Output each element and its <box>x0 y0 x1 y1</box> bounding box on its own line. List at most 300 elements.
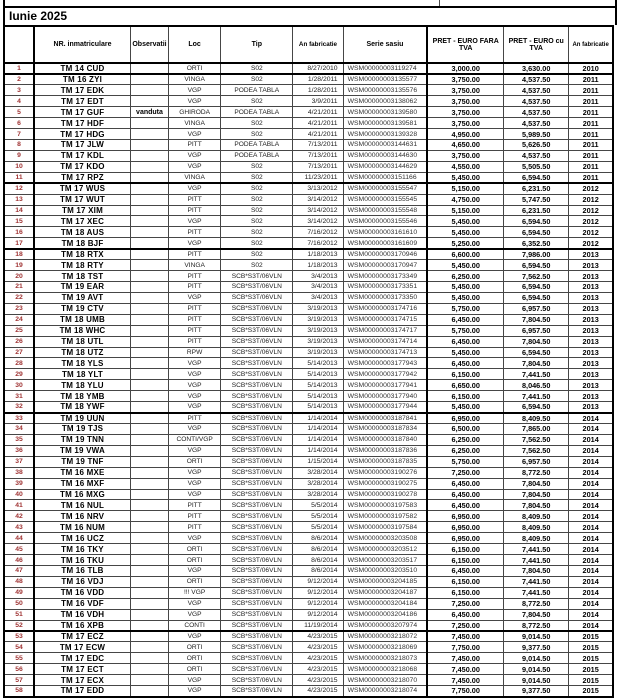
cell-rownum: 41 <box>4 500 34 511</box>
cell-serie: WSM00000003187841 <box>343 413 427 424</box>
cell-pret2: 7,441.50 <box>504 391 569 402</box>
cell-pret1: 5,450.00 <box>427 292 503 303</box>
cell-rownum: 12 <box>4 183 34 194</box>
cell-pret1: 5,750.00 <box>427 456 503 467</box>
cell-an: 2012 <box>569 238 613 249</box>
cell-loc: VGP <box>169 489 221 500</box>
cell-pret1: 7,750.00 <box>427 686 503 697</box>
cell-date: 4/23/2015 <box>293 653 343 664</box>
cell-an: 2013 <box>569 347 613 358</box>
cell-tip: SCB*S3T/06VLN <box>221 456 293 467</box>
cell-an: 2014 <box>569 587 613 598</box>
table-row <box>4 402 613 413</box>
cell-plate: TM 16 MXF <box>34 478 130 489</box>
cell-obs <box>130 598 168 609</box>
cell-serie: WSM00000003155547 <box>343 183 427 194</box>
cell-pret2: 5,626.50 <box>504 140 569 151</box>
cell-pret2: 7,865.00 <box>504 424 569 435</box>
cell-tip: SCB*S3T/06VLN <box>221 478 293 489</box>
cutoff-cell-divider <box>439 0 440 6</box>
cell-an: 2013 <box>569 260 613 271</box>
header-cell-pret2: PRET - EURO cu TVA <box>504 26 569 63</box>
cell-pret1: 5,750.00 <box>427 325 503 336</box>
cell-plate: TM 16 VDD <box>34 587 130 598</box>
cell-rownum: 26 <box>4 336 34 347</box>
cell-loc: VGP <box>169 96 221 107</box>
cell-rownum: 34 <box>4 424 34 435</box>
cell-pret2: 7,804.50 <box>504 565 569 576</box>
cell-plate: TM 19 EAR <box>34 282 130 293</box>
cell-pret2: 5,989.50 <box>504 129 569 140</box>
cell-an: 2014 <box>569 609 613 620</box>
cell-date: 5/14/2013 <box>293 402 343 413</box>
cell-date: 9/12/2014 <box>293 576 343 587</box>
cell-rownum: 7 <box>4 129 34 140</box>
cell-loc: VGP <box>169 391 221 402</box>
cell-serie: WSM00000003173349 <box>343 271 427 282</box>
cell-tip: SCB*S3T/06VLN <box>221 642 293 653</box>
cell-loc: VGP <box>169 445 221 456</box>
table-row <box>4 424 613 435</box>
cell-an: 2011 <box>569 129 613 140</box>
cell-an: 2013 <box>569 402 613 413</box>
cell-serie: WSM00000003190278 <box>343 489 427 500</box>
cell-date: 1/18/2013 <box>293 249 343 260</box>
cell-an: 2014 <box>569 565 613 576</box>
cell-pret2: 4,537.50 <box>504 85 569 96</box>
cell-rownum: 46 <box>4 555 34 566</box>
cell-obs <box>130 500 168 511</box>
cell-loc: VGP <box>169 183 221 194</box>
cell-tip: S02 <box>221 194 293 205</box>
table-row <box>4 391 613 402</box>
cell-date: 3/28/2014 <box>293 489 343 500</box>
cell-loc: VGP <box>169 675 221 686</box>
table-row <box>4 282 613 293</box>
cell-obs <box>130 631 168 642</box>
cell-serie: WSM00000003173350 <box>343 292 427 303</box>
cell-rownum: 43 <box>4 522 34 533</box>
cell-date: 3/19/2013 <box>293 325 343 336</box>
cell-plate: TM 17 KDL <box>34 150 130 161</box>
cell-serie: WSM00000003177943 <box>343 358 427 369</box>
cell-serie: WSM00000003155545 <box>343 194 427 205</box>
cell-rownum: 47 <box>4 565 34 576</box>
cell-pret1: 5,250.00 <box>427 238 503 249</box>
cell-an: 2014 <box>569 544 613 555</box>
cell-date: 7/13/2011 <box>293 140 343 151</box>
cell-date: 8/6/2014 <box>293 544 343 555</box>
cell-rownum: 3 <box>4 85 34 96</box>
cell-serie: WSM00000003173351 <box>343 282 427 293</box>
cell-an: 2014 <box>569 434 613 445</box>
table-row <box>4 565 613 576</box>
cell-loc: VINGA <box>169 118 221 129</box>
cell-tip: S02 <box>221 118 293 129</box>
cell-pret1: 6,250.00 <box>427 434 503 445</box>
table-row <box>4 369 613 380</box>
cell-tip: SCB*S3T/06VLN <box>221 380 293 391</box>
cell-pret1: 3,750.00 <box>427 96 503 107</box>
cell-tip: S02 <box>221 172 293 183</box>
cell-loc: PITT <box>169 227 221 238</box>
cell-loc: ORTI <box>169 642 221 653</box>
cell-an: 2012 <box>569 227 613 238</box>
cell-tip: SCB*S3T/06VLN <box>221 303 293 314</box>
cell-serie: WSM00000003218072 <box>343 631 427 642</box>
cell-tip: SCB*S3T/06VLN <box>221 533 293 544</box>
cell-date: 3/19/2013 <box>293 336 343 347</box>
cell-loc: VINGA <box>169 260 221 271</box>
cell-rownum: 4 <box>4 96 34 107</box>
table-row <box>4 522 613 533</box>
cell-pret1: 3,750.00 <box>427 150 503 161</box>
cell-pret2: 9,014.50 <box>504 675 569 686</box>
cell-rownum: 17 <box>4 238 34 249</box>
cell-pret2: 8,772.50 <box>504 598 569 609</box>
cell-date: 4/23/2015 <box>293 642 343 653</box>
cell-serie: WSM00000003161610 <box>343 227 427 238</box>
cell-plate: TM 18 RTY <box>34 260 130 271</box>
cell-date: 3/19/2013 <box>293 314 343 325</box>
cell-rownum: 35 <box>4 434 34 445</box>
cell-obs <box>130 565 168 576</box>
header-cell-obs: Observatii <box>130 26 168 63</box>
cell-an: 2011 <box>569 96 613 107</box>
header-cell-an: An fabricatie <box>569 26 613 63</box>
cell-pret2: 9,014.50 <box>504 653 569 664</box>
table-row <box>4 598 613 609</box>
cell-date: 9/12/2014 <box>293 587 343 598</box>
cell-obs <box>130 620 168 631</box>
cell-tip: SCB*S3T/06VLN <box>221 358 293 369</box>
cell-date: 5/5/2014 <box>293 500 343 511</box>
cell-date: 8/27/2010 <box>293 63 343 74</box>
cell-serie: WSM00000003119274 <box>343 63 427 74</box>
table-row <box>4 325 613 336</box>
cell-an: 2015 <box>569 686 613 697</box>
cell-loc: VINGA <box>169 172 221 183</box>
cell-serie: WSM00000003190276 <box>343 467 427 478</box>
cell-an: 2012 <box>569 194 613 205</box>
cell-tip: S02 <box>221 63 293 74</box>
cell-obs <box>130 576 168 587</box>
cell-serie: WSM00000003177944 <box>343 402 427 413</box>
cell-plate: TM 17 EDC <box>34 653 130 664</box>
cell-plate: TM 16 TKY <box>34 544 130 555</box>
cell-pret1: 3,750.00 <box>427 118 503 129</box>
cell-date: 8/6/2014 <box>293 555 343 566</box>
table-body <box>4 63 613 697</box>
cell-obs: vanduta <box>130 107 168 118</box>
cell-tip: SCB*S3T/06VLN <box>221 587 293 598</box>
cell-pret1: 6,450.00 <box>427 336 503 347</box>
cell-pret1: 5,750.00 <box>427 303 503 314</box>
cell-pret1: 3,000.00 <box>427 63 503 74</box>
cell-rownum: 6 <box>4 118 34 129</box>
cell-pret1: 5,450.00 <box>427 402 503 413</box>
cell-rownum: 49 <box>4 587 34 598</box>
cell-plate: TM 16 MXG <box>34 489 130 500</box>
cell-tip: SCB*S3T/06VLN <box>221 598 293 609</box>
cell-pret1: 6,450.00 <box>427 478 503 489</box>
cell-date: 8/6/2014 <box>293 533 343 544</box>
cell-rownum: 33 <box>4 413 34 424</box>
cell-serie: WSM00000003197582 <box>343 511 427 522</box>
cell-obs <box>130 205 168 216</box>
cell-pret2: 6,594.50 <box>504 227 569 238</box>
cell-an: 2013 <box>569 292 613 303</box>
cell-loc: VGP <box>169 150 221 161</box>
cell-an: 2015 <box>569 653 613 664</box>
cell-an: 2013 <box>569 380 613 391</box>
cell-an: 2014 <box>569 478 613 489</box>
cell-rownum: 48 <box>4 576 34 587</box>
cell-loc: VGP <box>169 129 221 140</box>
cell-obs <box>130 303 168 314</box>
table-row <box>4 533 613 544</box>
cell-tip: S02 <box>221 216 293 227</box>
cell-pret2: 6,957.50 <box>504 325 569 336</box>
table-row <box>4 478 613 489</box>
cell-pret1: 6,600.00 <box>427 249 503 260</box>
cell-rownum: 27 <box>4 347 34 358</box>
cell-date: 5/5/2014 <box>293 522 343 533</box>
cell-pret2: 7,441.50 <box>504 544 569 555</box>
table-row <box>4 271 613 282</box>
cell-plate: TM 17 ECT <box>34 664 130 675</box>
cell-obs <box>130 216 168 227</box>
cell-loc: VGP <box>169 631 221 642</box>
cell-rownum: 8 <box>4 140 34 151</box>
cell-obs <box>130 238 168 249</box>
table-row <box>4 260 613 271</box>
table-row <box>4 609 613 620</box>
cell-pret1: 7,450.00 <box>427 653 503 664</box>
cell-plate: TM 17 EDD <box>34 686 130 697</box>
cell-pret2: 7,441.50 <box>504 369 569 380</box>
cell-pret1: 3,750.00 <box>427 85 503 96</box>
cell-pret2: 7,562.50 <box>504 434 569 445</box>
cell-date: 4/21/2011 <box>293 118 343 129</box>
cell-rownum: 2 <box>4 74 34 85</box>
cell-an: 2014 <box>569 555 613 566</box>
cell-loc: VGP <box>169 380 221 391</box>
cell-pret2: 4,537.50 <box>504 118 569 129</box>
cell-obs <box>130 522 168 533</box>
cell-pret1: 7,450.00 <box>427 675 503 686</box>
cell-loc: CONTI/VGP <box>169 434 221 445</box>
cell-date: 1/14/2014 <box>293 413 343 424</box>
table-row <box>4 172 613 183</box>
cell-obs <box>130 391 168 402</box>
cell-rownum: 15 <box>4 216 34 227</box>
cell-tip: SCB*S3T/06VLN <box>221 391 293 402</box>
cell-pret2: 8,409.50 <box>504 522 569 533</box>
cell-date: 4/23/2015 <box>293 664 343 675</box>
cell-serie: WSM00000003174716 <box>343 303 427 314</box>
cell-obs <box>130 282 168 293</box>
cell-date: 5/5/2014 <box>293 511 343 522</box>
cell-tip: SCB*S3T/06VLN <box>221 467 293 478</box>
cell-obs <box>130 675 168 686</box>
cell-an: 2013 <box>569 303 613 314</box>
cell-obs <box>130 434 168 445</box>
cell-serie: WSM00000003144629 <box>343 161 427 172</box>
cell-rownum: 19 <box>4 260 34 271</box>
cell-date: 3/14/2012 <box>293 205 343 216</box>
cell-serie: WSM00000003203512 <box>343 544 427 555</box>
cell-tip: PODEA TABLA <box>221 85 293 96</box>
cell-an: 2015 <box>569 642 613 653</box>
header-cell-pret1: PRET - EURO FARA TVA <box>427 26 503 63</box>
cell-obs <box>130 314 168 325</box>
cell-date: 5/14/2013 <box>293 380 343 391</box>
cell-serie: WSM00000003203510 <box>343 565 427 576</box>
table-row <box>4 183 613 194</box>
cell-date: 7/13/2011 <box>293 150 343 161</box>
cell-pret2: 4,537.50 <box>504 107 569 118</box>
cell-loc: VGP <box>169 598 221 609</box>
cell-serie: WSM00000003218070 <box>343 675 427 686</box>
cell-pret2: 6,594.50 <box>504 172 569 183</box>
cell-tip: SCB*S3T/06VLN <box>221 544 293 555</box>
cell-obs <box>130 424 168 435</box>
cell-plate: TM 18 AUS <box>34 227 130 238</box>
cell-loc: VGP <box>169 533 221 544</box>
cell-tip: SCB*S3T/06VLN <box>221 314 293 325</box>
cell-plate: TM 17 WUS <box>34 183 130 194</box>
cell-date: 1/14/2014 <box>293 424 343 435</box>
cell-serie: WSM00000003139328 <box>343 129 427 140</box>
cell-rownum: 18 <box>4 249 34 260</box>
cell-obs <box>130 118 168 129</box>
cell-serie: WSM00000003139580 <box>343 107 427 118</box>
cell-loc: GHIRODA <box>169 107 221 118</box>
cell-date: 3/14/2012 <box>293 216 343 227</box>
cell-rownum: 28 <box>4 358 34 369</box>
cell-serie: WSM00000003218069 <box>343 642 427 653</box>
cell-obs <box>130 609 168 620</box>
cell-obs <box>130 467 168 478</box>
cell-loc: !!! VGP <box>169 587 221 598</box>
cell-loc: VGP <box>169 358 221 369</box>
cell-loc: VGP <box>169 216 221 227</box>
cell-pret1: 6,450.00 <box>427 358 503 369</box>
table-row <box>4 445 613 456</box>
header-cell-loc: Loc <box>169 26 221 63</box>
table-row <box>4 587 613 598</box>
cell-pret2: 3,630.00 <box>504 63 569 74</box>
cell-tip: SCB*S3T/06VLN <box>221 631 293 642</box>
cell-obs <box>130 129 168 140</box>
cell-rownum: 58 <box>4 686 34 697</box>
cell-tip: SCB*S3T/06VLN <box>221 555 293 566</box>
cell-tip: SCB*S3T/06VLN <box>221 271 293 282</box>
cell-serie: WSM00000003174715 <box>343 314 427 325</box>
cell-tip: S02 <box>221 260 293 271</box>
cell-serie: WSM00000003139581 <box>343 118 427 129</box>
cell-pret1: 5,450.00 <box>427 282 503 293</box>
table-row <box>4 544 613 555</box>
cell-tip: S02 <box>221 205 293 216</box>
cell-tip: SCB*S3T/06VLN <box>221 500 293 511</box>
spreadsheet-page <box>3 0 617 698</box>
cell-an: 2011 <box>569 161 613 172</box>
cell-serie: WSM00000003203508 <box>343 533 427 544</box>
cell-plate: TM 16 ZYI <box>34 74 130 85</box>
cell-date: 3/28/2014 <box>293 467 343 478</box>
cell-pret1: 5,150.00 <box>427 205 503 216</box>
table-row <box>4 620 613 631</box>
cell-pret2: 6,231.50 <box>504 205 569 216</box>
table-row <box>4 467 613 478</box>
table-row <box>4 150 613 161</box>
cell-an: 2011 <box>569 140 613 151</box>
table-row <box>4 194 613 205</box>
cell-tip: S02 <box>221 161 293 172</box>
table-row <box>4 413 613 424</box>
cell-serie: WSM00000003135577 <box>343 74 427 85</box>
cell-serie: WSM00000003207974 <box>343 620 427 631</box>
cell-serie: WSM00000003218068 <box>343 664 427 675</box>
cell-obs <box>130 544 168 555</box>
cell-an: 2013 <box>569 282 613 293</box>
cell-plate: TM 18 UMB <box>34 314 130 325</box>
cell-serie: WSM00000003187835 <box>343 456 427 467</box>
cell-serie: WSM00000003170946 <box>343 249 427 260</box>
cell-pret1: 5,450.00 <box>427 172 503 183</box>
cell-rownum: 38 <box>4 467 34 478</box>
cell-an: 2014 <box>569 533 613 544</box>
cell-date: 3/4/2013 <box>293 292 343 303</box>
cell-loc: PITT <box>169 325 221 336</box>
table-row <box>4 292 613 303</box>
table-row <box>4 303 613 314</box>
table-row <box>4 249 613 260</box>
cell-serie: WSM00000003144631 <box>343 140 427 151</box>
cell-plate: TM 17 HDF <box>34 118 130 129</box>
cell-tip: SCB*S3T/06VLN <box>221 489 293 500</box>
table-row <box>4 227 613 238</box>
cell-tip: S02 <box>221 238 293 249</box>
cell-pret2: 9,014.50 <box>504 664 569 675</box>
cell-pret2: 9,377.50 <box>504 686 569 697</box>
cell-obs <box>130 63 168 74</box>
cell-pret2: 7,441.50 <box>504 587 569 598</box>
cell-rownum: 56 <box>4 664 34 675</box>
cell-rownum: 5 <box>4 107 34 118</box>
table-row <box>4 336 613 347</box>
cell-pret1: 7,250.00 <box>427 467 503 478</box>
cell-pret1: 6,250.00 <box>427 445 503 456</box>
table-row <box>4 576 613 587</box>
cell-date: 4/23/2015 <box>293 686 343 697</box>
cell-serie: WSM00000003161609 <box>343 238 427 249</box>
cell-serie: WSM00000003177940 <box>343 391 427 402</box>
cell-loc: VGP <box>169 478 221 489</box>
cell-rownum: 21 <box>4 282 34 293</box>
cell-pret1: 6,650.00 <box>427 380 503 391</box>
cell-plate: TM 17 GUF <box>34 107 130 118</box>
cell-plate: TM 19 VWA <box>34 445 130 456</box>
cell-tip: PODEA TABLA <box>221 107 293 118</box>
table-row <box>4 216 613 227</box>
cell-plate: TM 17 WUT <box>34 194 130 205</box>
cell-obs <box>130 478 168 489</box>
cell-plate: TM 17 XIM <box>34 205 130 216</box>
cell-tip: SCB*S3T/06VLN <box>221 664 293 675</box>
